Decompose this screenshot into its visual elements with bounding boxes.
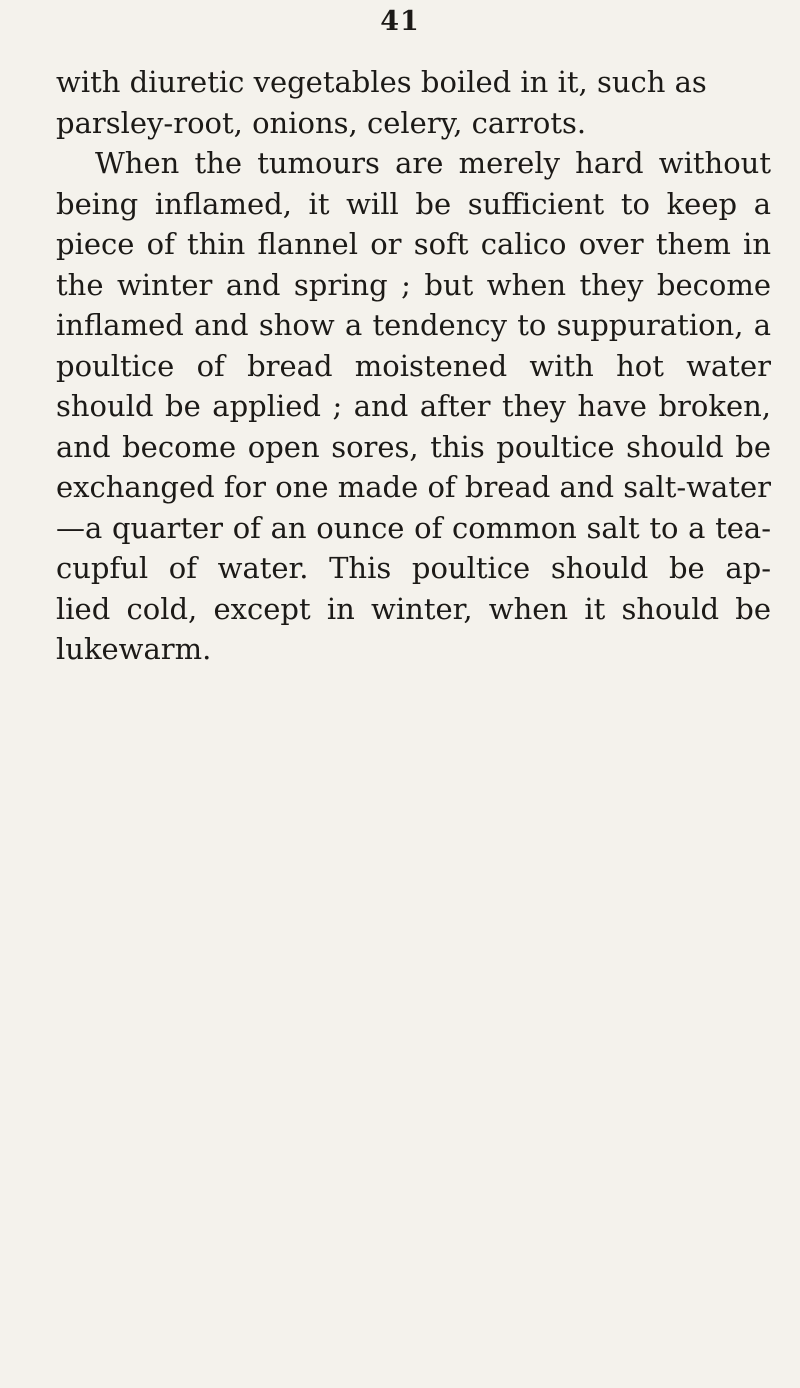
text-line: —a quarter of an ounce of common salt to a tea- [56,510,771,545]
text-line: the winter and spring ; but when they become [56,267,771,302]
text-line: being inflamed, it will be sufficient to keep a [56,186,771,221]
text-line: lied cold, except in winter, when it should be [56,591,771,626]
text-line: inflamed and show a tendency to suppuration, a [56,308,771,342]
text-line: When the tumours are merely hard without [95,146,771,180]
text-line: with diuretic vegetables boiled in it, such as [56,65,707,99]
text-line: should be applied ; and after they have broken, [56,389,771,423]
page-number: 41 [380,6,420,37]
text-line: lukewarm. [56,632,212,666]
body-text [56,62,771,670]
text-line: and become open sores, this poultice should be [56,429,771,464]
text-line: piece of thin flannel or soft calico over them in [56,227,771,261]
text-line: exchanged for one made of bread and salt-water [56,470,771,504]
text-line: parsley-root, onions, celery, carrots. [56,105,587,140]
text-line: cupful of water. This poultice should be ap- [56,551,771,585]
text-line: poultice of bread moistened with hot water [56,348,771,383]
